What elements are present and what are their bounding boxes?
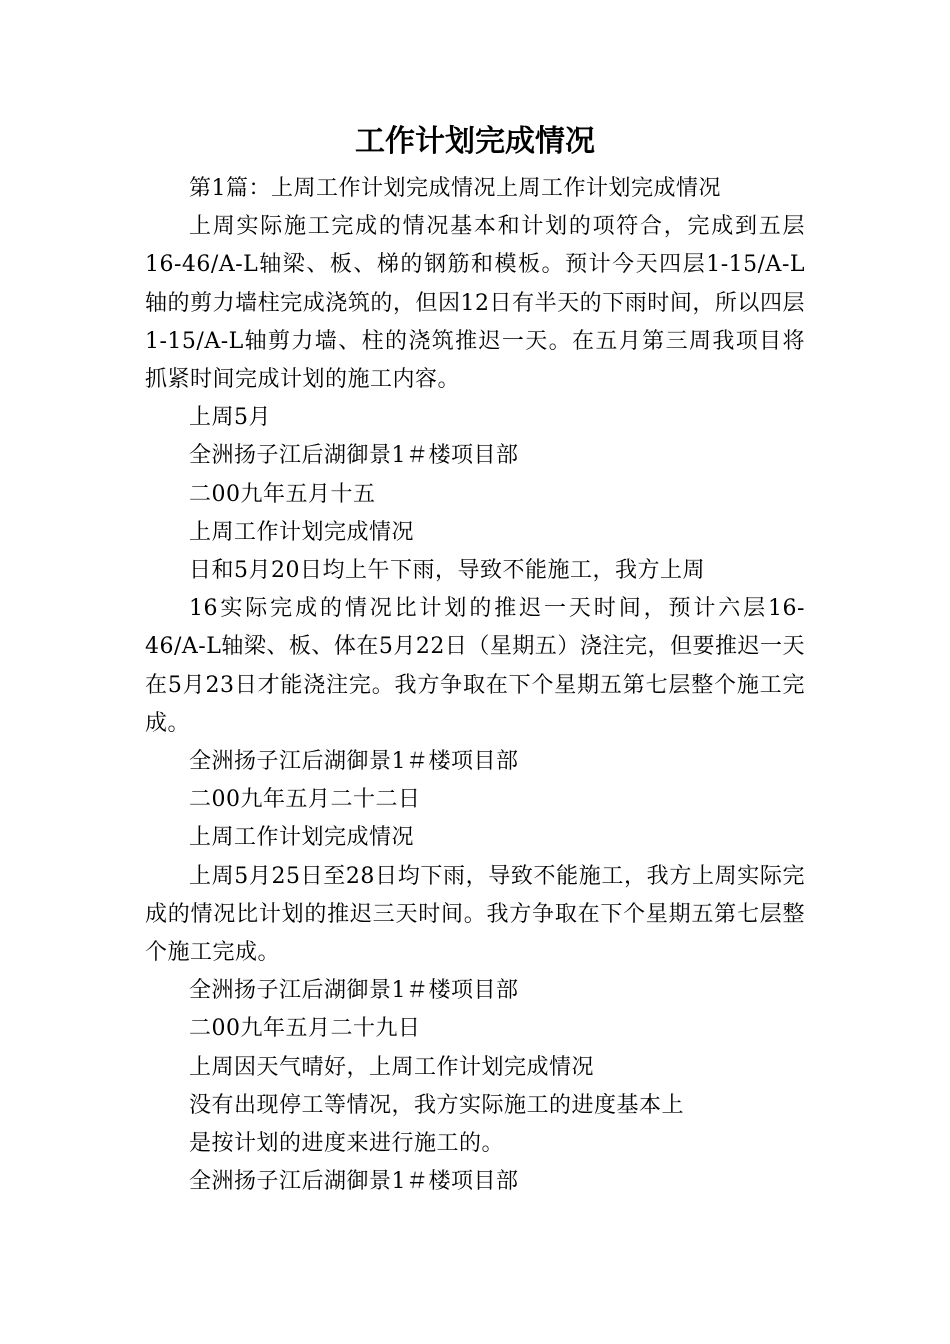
paragraph-4: 全洲扬子江后湖御景1＃楼项目部 xyxy=(189,443,519,469)
paragraph-8: 16实际完成的情况比计划的推迟一天时间，预计六层16-46/A-L轴梁、板、体在5月22日（星期五）浇注完，但要推迟一天在5月23日才能浇注完。我方争取在下个星期五第七层整个施工完成。 xyxy=(145,596,805,736)
paragraph-7: 日和5月20日均上午下雨，导致不能施工，我方上周 xyxy=(189,558,705,584)
paragraph-17: 是按计划的进度来进行施工的。 xyxy=(189,1131,505,1157)
paragraph-6: 上周工作计划完成情况 xyxy=(189,519,415,545)
paragraph-15: 上周因天气晴好，上周工作计划完成情况 xyxy=(189,1054,595,1080)
paragraph-3: 上周5月 xyxy=(189,405,271,431)
document-title: 工作计划完成情况 xyxy=(355,124,595,159)
paragraph-9: 全洲扬子江后湖御景1＃楼项目部 xyxy=(189,749,519,775)
paragraph-12: 上周5月25日至28日均下雨，导致不能施工，我方上周实际完成的情况比计划的推迟三天时间。我方争取在下个星期五第七层整个施工完成。 xyxy=(145,863,805,966)
paragraph-16: 没有出现停工等情况，我方实际施工的进度基本上 xyxy=(189,1092,685,1118)
paragraph-2: 上周实际施工完成的情况基本和计划的项符合，完成到五层16-46/A-L轴梁、板、梯的钢筋和模板。预计今天四层1-15/A-L轴的剪力墙柱完成浇筑的，但因12日有半天的下雨时间，所以四层1-15/A-L轴剪力墙、柱的浇筑推迟一天。在五月第三周我项目将抓紧时间完成计划的施工内容。 xyxy=(145,214,805,393)
paragraph-11: 上周工作计划完成情况 xyxy=(189,825,415,851)
paragraph-1: 第1篇：上周工作计划完成情况上周工作计划完成情况 xyxy=(189,176,721,201)
paragraph-5: 二00九年五月十五 xyxy=(189,481,376,507)
paragraph-18: 全洲扬子江后湖御景1＃楼项目部 xyxy=(189,1169,519,1195)
paragraph-13: 全洲扬子江后湖御景1＃楼项目部 xyxy=(189,978,519,1004)
paragraph-14: 二00九年五月二十九日 xyxy=(189,1016,421,1042)
paragraph-10: 二00九年五月二十二日 xyxy=(189,787,421,813)
